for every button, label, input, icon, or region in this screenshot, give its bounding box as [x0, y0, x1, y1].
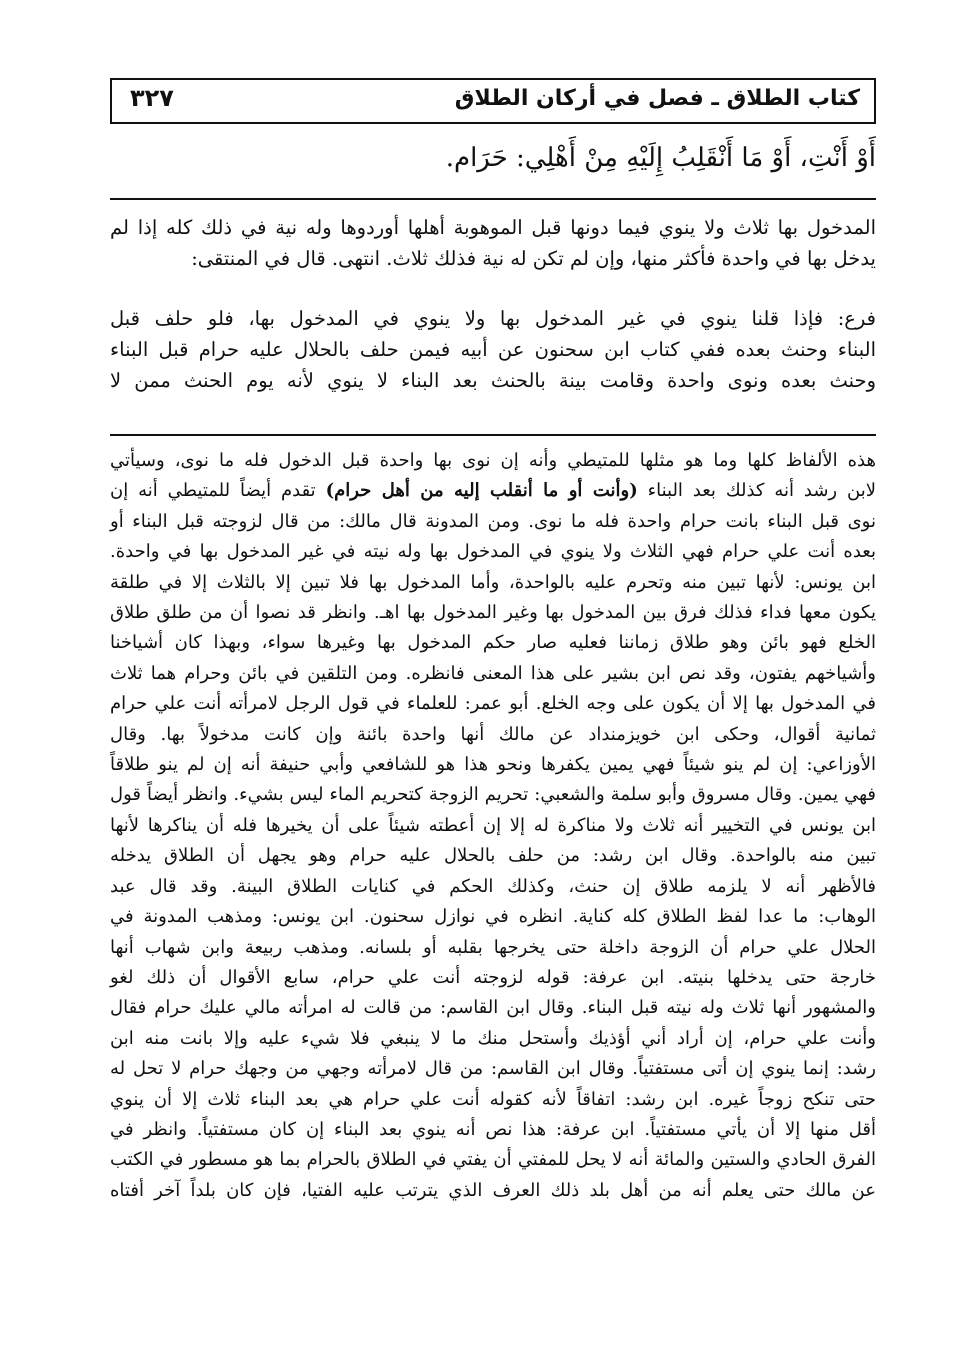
footnote-line: فالأظهر أنه لا يلزمه طلاق إن حنث، وكذلك الحكم في كنايات الطلاق البينة. وقد قال عبد: [110, 875, 876, 897]
footnote-line: ثمانية أقوال، وحكى ابن خويزمنداد عن مالك أنها واحدة بائنة وإن كانت مدخولاً بها. وقال: [110, 723, 876, 745]
footnote-line: يكون معها فداء فذلك فرق بين المدخول بها وغير المدخول بها اهـ. وانظر قد نصوا أن من طلق طلاق: [110, 602, 876, 624]
footnote-line: ابن يونس في التخيير أنه ثلاث ولا مناكرة له إلا إن أعطته شيئاً على أن يخيرها فله أن يناكرها لأنها: [110, 814, 876, 836]
commentary-line: البناء وحنث بعده ففي كتاب ابن سحنون عن أبيه فيمن حلف بالحلال عليه حرام قبل البناء: [110, 338, 876, 361]
footnote-line: الخلع فهو بائن وهو طلاق زماننا فعليه صار حكم المدخول بها وغيرها سواء، وبهذا كان أشياخنا: [110, 632, 876, 654]
footnote-line: عن مالك حتى يعلم أنه من أهل بلد ذلك العرف الذي يترتب عليه الفتيا، فإن كان بلداً آخر أفتاه: [110, 1179, 876, 1201]
footnote-line: حتى تنكح زوجاً غيره. ابن رشد: اتفاقاً لأنه كقوله أنت علي حرام هي بعد البناء ثلاث إلا أن ينوي: [110, 1088, 876, 1110]
footnote-line: نوى قبل البناء بانت حرام واحدة فله ما نوى. ومن المدونة قال مالك: من قال لزوجته قبل البناء أو: [110, 510, 876, 532]
footnote-line: تبين منه بالواحدة. وقال ابن رشد: من حلف بالحلال عليه حرام وهو يجهل أن الطلاق يدخله: [110, 845, 876, 867]
footnote-line: الوهاب: ما عدا لفظ الطلاق كله كناية. انظره في نوازل سحنون. ابن يونس: ومذهب المدونة في: [110, 906, 876, 928]
divider-footnotes: [110, 434, 876, 436]
footnote-line: الحلال علي حرام أن الزوجة داخلة حتى يخرجها بقلبه أو بلسانه. ومذهب ربيعة وابن شهاب أنها: [110, 936, 876, 958]
commentary-line: المدخول بها ثلاث ولا ينوي فيما دونها قبل الموهوبة أهلها أوردوها وله نية في ذلك كله إذا لم: [110, 216, 876, 239]
footnote-line: بعده أنت علي حرام فهي الثلاث ولا ينوي في المدخول بها وله نيته في غير المدخول بها في واحدة.: [110, 541, 876, 563]
footnote-line: أقل منها إلا أن يأتي مستفتياً. ابن عرفة: هذا نص أنه ينوي بعد البناء إن كان مستفتياً. وانظر في: [110, 1118, 876, 1140]
footnote-line: [110, 476, 876, 506]
commentary-paragraph-2: [110, 303, 876, 396]
footnotes-block: [110, 446, 876, 1206]
footnote-line: الفرق الحادي والستين والمائة أنه لا يحل للمفتي أن يفتي في الطلاق بالحرام بما هو مسطور في الكتب: [110, 1149, 876, 1171]
footnote-line: في المدخول بها إلا أن يكون على وجه الخلع. أبو عمر: للعلماء في قول الرجل لامرأته أنت علي حرام: [110, 693, 876, 715]
footnote-line: رشد: إنما ينوي إن أتى مستفتياً. وقال ابن القاسم: من قال لامرأته وجهي من وجهك حرام لا تحل له: [110, 1058, 876, 1080]
commentary-line: فرع: فإذا قلنا ينوي في غير المدخول بها ولا ينوي في المدخول بها، فلو حلف قبل: [110, 307, 876, 330]
footnote-line: وأشياخهم يفتون، وقد نص ابن بشير على هذا المعنى فانظره. ومن التلقين في بائن وحرام هما ثلاث: [110, 662, 876, 684]
divider-top: [110, 198, 876, 200]
commentary-line: يدخل بها في واحدة فأكثر منها، وإن لم تكن له نية فذلك ثلاث. انتهى. قال في المنتقى:: [191, 247, 876, 270]
page-number: ٣٢٧: [130, 84, 174, 112]
footnote-line: الأوزاعي: إن لم ينو شيئاً فهي يمين يكفرها ونحو هذا هو للشافعي وأبي حنيفة أنه إن لم ينو طلاقاً: [110, 754, 876, 776]
footnote-text: تقدم أيضاً للمتيطي أنه إن: [110, 480, 326, 502]
footnote-line: وأنت علي حرام، إن أراد أني أؤذيك وأستحل منك ما لا ينبغي فلا شيء عليه وإلا بانت منه ابن: [110, 1027, 876, 1049]
footnote-line: هذه الألفاظ كلها وما هو مثلها للمتيطي وأنه إن نوى بها واحدة قبل الدخول فله ما نوى، وسيأتي: [110, 450, 876, 471]
footnote-text: لابن رشد أنه كذلك بعد البناء: [637, 480, 876, 502]
footnote-line: خارجة حتى يدخلها بنيته. ابن عرفة: قوله لزوجته أنت علي حرام، سابع الأقوال أن ذلك لغو: [110, 966, 876, 988]
commentary-line: وحنث بعده ونوى واحدة وقامت بينة بالحنث بعد البناء لا ينوي لأنه يوم الحنث ممن لا: [110, 369, 876, 392]
quoted-matn: (وأنت أو ما أنقلب إليه من أهل حرام): [325, 480, 638, 502]
running-header: [110, 78, 876, 124]
footnote-line: فهي يمين. وقال مسروق وأبو سلمة والشعبي: تحريم الزوجة كتحريم الماء ليس بشيء. وانظر أيضاً قول: [110, 784, 876, 806]
footnote-line: والمشهور أنها ثلاث وله نيته قبل البناء. وقال ابن القاسم: من قالت له امرأته مالي عليك حرام فقال: [110, 997, 876, 1019]
chapter-title: كتاب الطلاق ـ فصل في أركان الطلاق: [454, 86, 860, 111]
commentary-paragraph-1: [110, 212, 876, 274]
main-text-line: أَوْ أَنْتِ، أَوْ مَا أَنْقَلِبُ إِلَيْهِ مِنْ أَهْلِي: حَرَام.: [445, 143, 876, 173]
footnote-line: ابن يونس: لأنها تبين منه وتحرم عليه بالواحدة، وأما المدخول بها فلا تبين إلا بالثلاث إلا في طلقة: [110, 571, 876, 593]
